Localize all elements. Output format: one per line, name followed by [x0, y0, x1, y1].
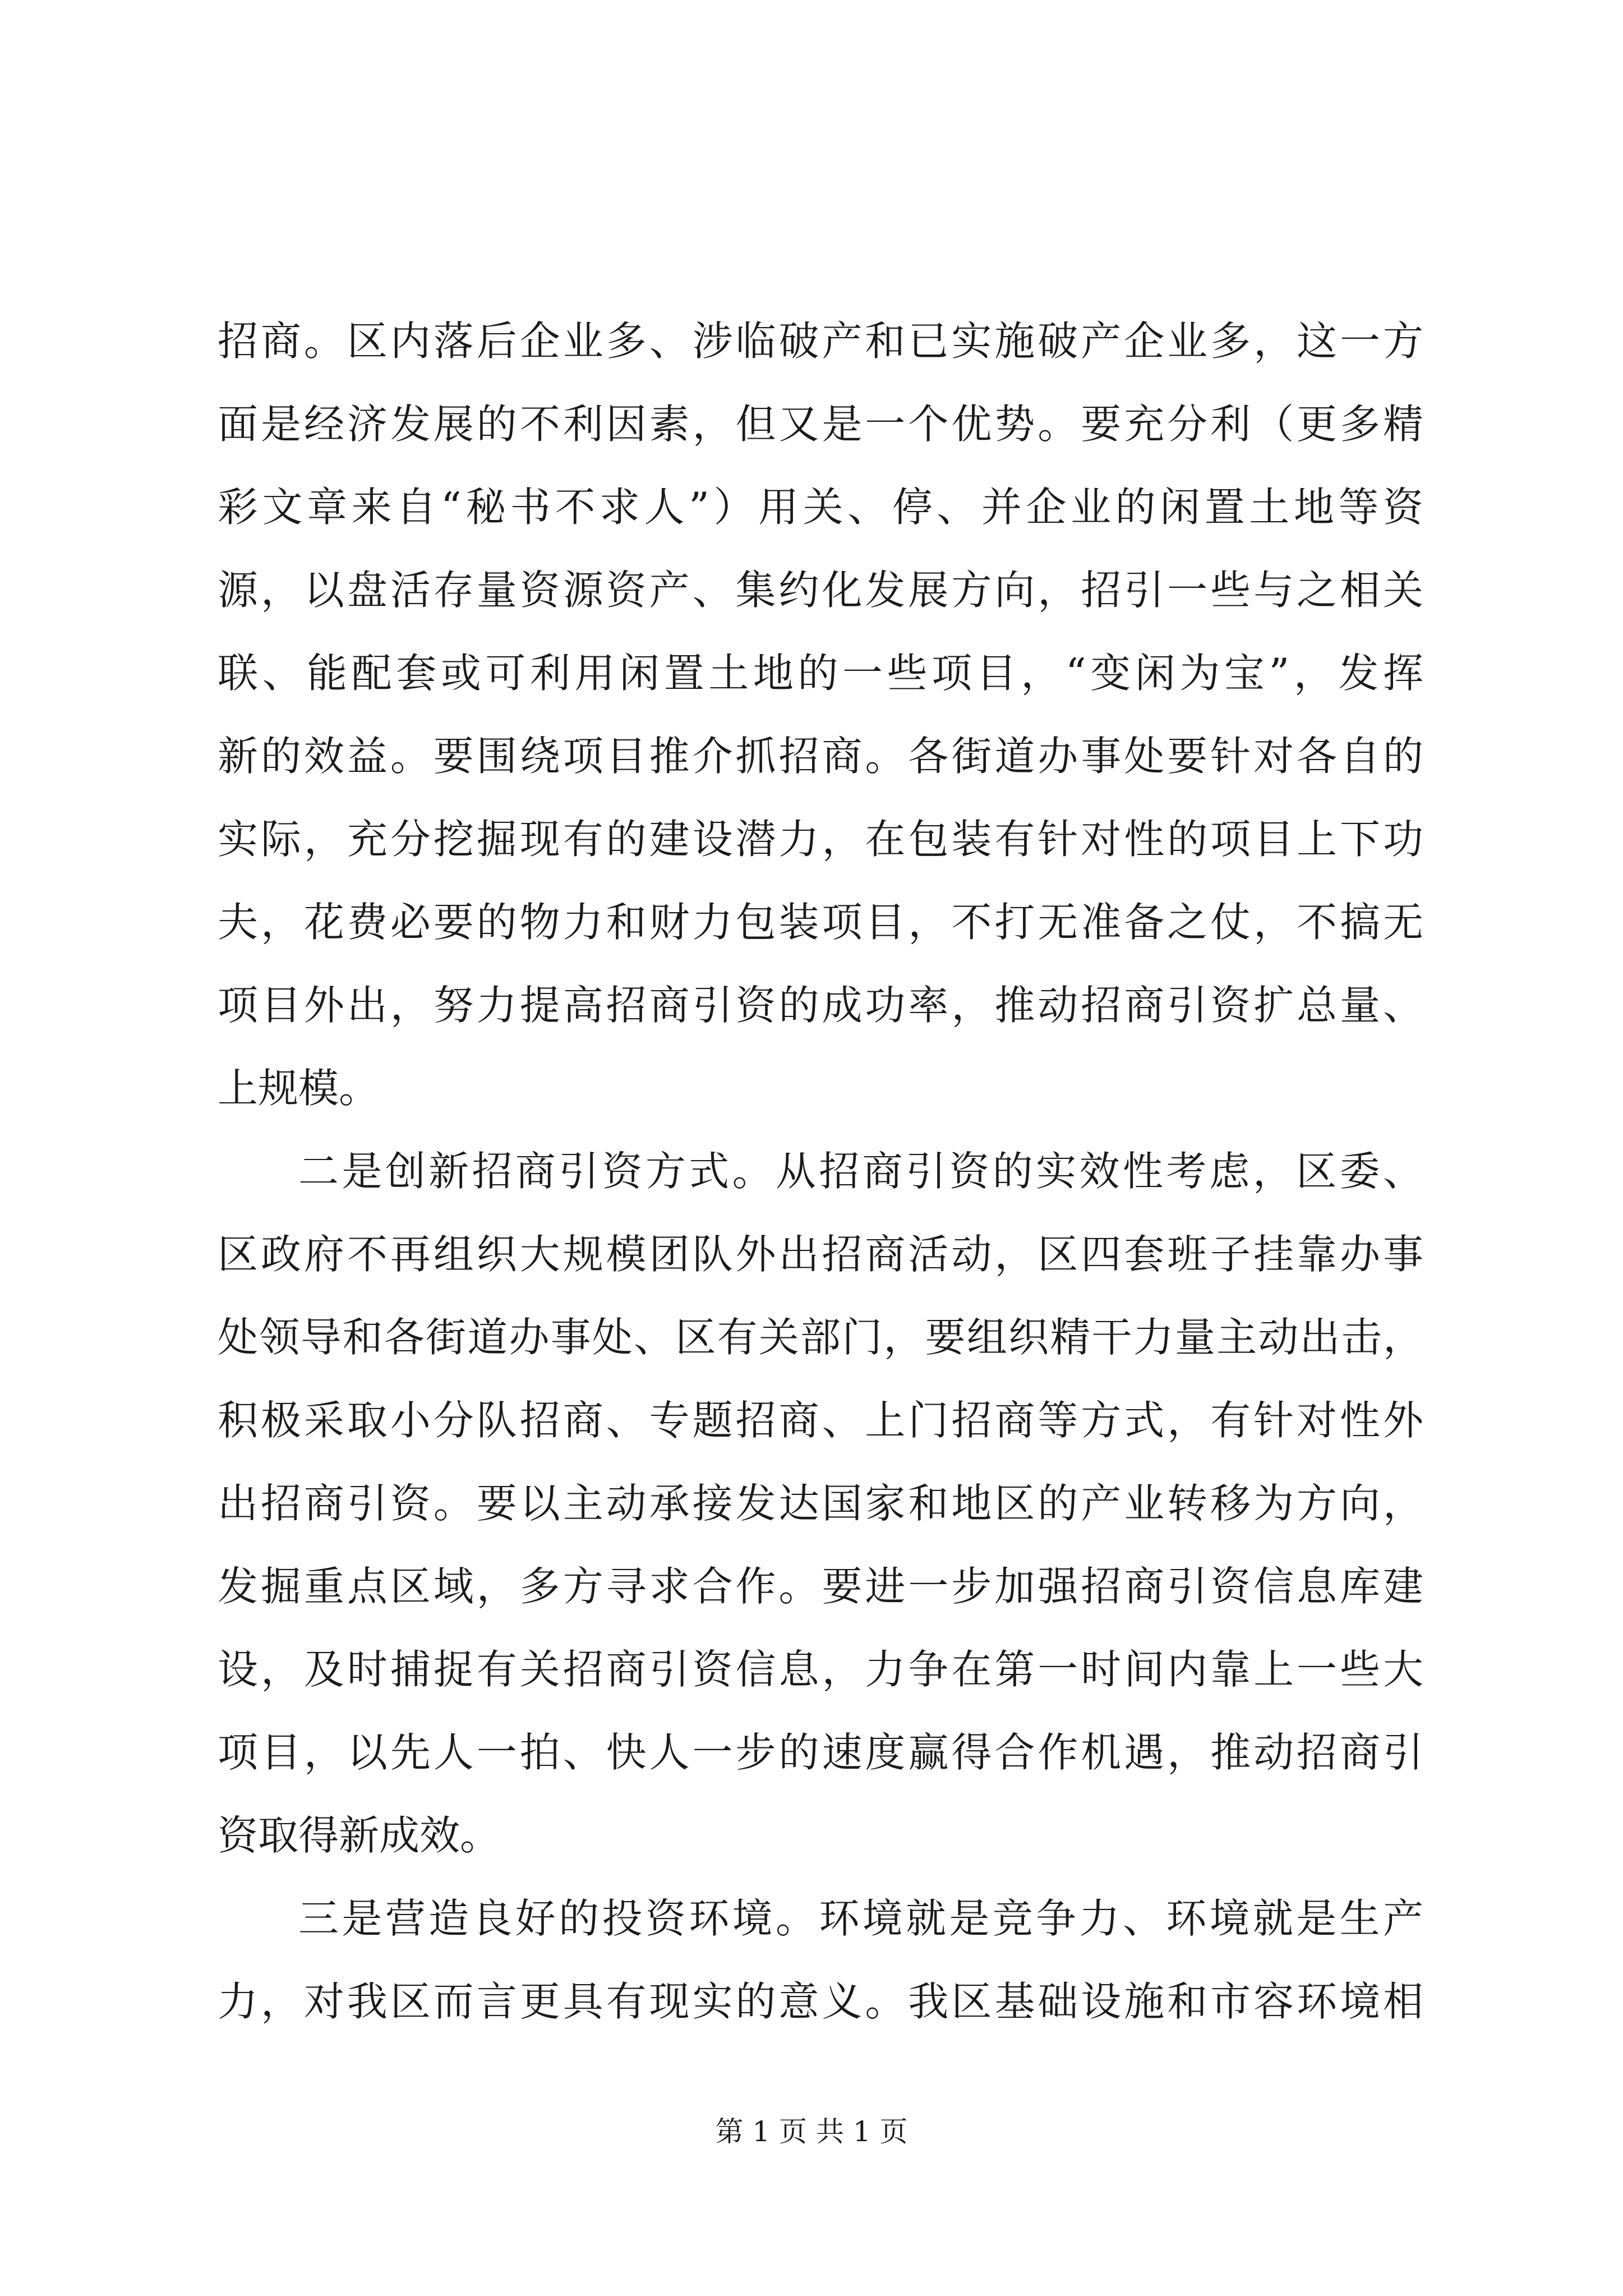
text-line: 联、能配套或可利用闲置土地的一些项目，“变闲为宝”，发挥 [218, 650, 1423, 697]
paragraph-first-line: 三是营造良好的投资环境。环境就是竞争力、环境就是生产 [298, 1895, 1423, 1942]
text-line: 实际，充分挖掘现有的建设潜力，在包装有针对性的项目上下功 [218, 816, 1423, 863]
page-footer: 第 1 页 共 1 页 [715, 2115, 908, 2148]
text-line: 上规模。 [218, 1065, 380, 1112]
text-line: 源，以盘活存量资源资产、集约化发展方向，招引一些与之相关 [218, 567, 1423, 614]
text-line: 项目，以先人一拍、快人一步的速度赢得合作机遇，推动招商引 [218, 1729, 1423, 1776]
text-line: 项目外出，努力提高招商引资的成功率，推动招商引资扩总量、 [218, 982, 1423, 1029]
text-line: 招商。区内落后企业多、涉临破产和已实施破产企业多，这一方 [218, 318, 1423, 365]
text-line: 面是经济发展的不利因素，但又是一个优势。要充分利（更多精 [218, 401, 1423, 448]
text-line: 出招商引资。要以主动承接发达国家和地区的产业转移为方向， [218, 1480, 1423, 1527]
text-line: 处领导和各街道办事处、区有关部门，要组织精干力量主动出击， [218, 1314, 1423, 1361]
text-line: 彩文章来自“秘书不求人”）用关、停、并企业的闲置土地等资 [218, 484, 1423, 531]
text-line: 发掘重点区域，多方寻求合作。要进一步加强招商引资信息库建 [218, 1563, 1423, 1610]
text-line: 力，对我区而言更具有现实的意义。我区基础设施和市容环境相 [218, 1978, 1423, 2025]
text-line: 夫，花费必要的物力和财力包装项目，不打无准备之仗，不搞无 [218, 899, 1423, 946]
text-line: 资取得新成效。 [218, 1812, 501, 1859]
paragraph-first-line: 二是创新招商引资方式。从招商引资的实效性考虑，区委、 [298, 1148, 1423, 1195]
text-line: 积极采取小分队招商、专题招商、上门招商等方式，有针对性外 [218, 1397, 1423, 1444]
text-line: 区政府不再组织大规模团队外出招商活动，区四套班子挂靠办事 [218, 1231, 1423, 1278]
text-line: 新的效益。要围绕项目推介抓招商。各街道办事处要针对各自的 [218, 733, 1423, 780]
text-line: 设，及时捕捉有关招商引资信息，力争在第一时间内靠上一些大 [218, 1646, 1423, 1693]
